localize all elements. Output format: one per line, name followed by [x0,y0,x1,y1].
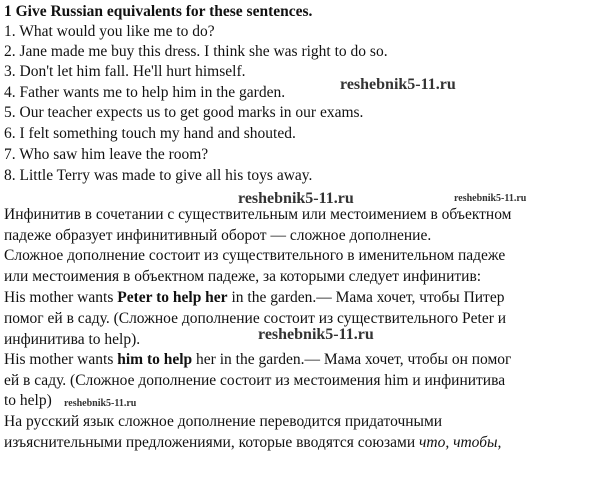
example-1-complex-object: Peter to help her [117,289,228,306]
final-line-2-text: изъяснительными предложениями, которые вводятся союзами [4,434,419,451]
watermark-small: reshebnik5-11.ru [64,398,137,409]
sentence-8: 8. Little Terry was made to give all his toys away. [4,167,313,184]
sentence-4: 4. Father wants me to help him in the garden. [4,84,286,101]
example-1-pre: His mother wants [4,289,118,306]
sentence-1: 1. What would you like me to do? [4,23,215,40]
example-2-line-1 [4,350,511,370]
watermark: reshebnik5-11.ru [258,326,374,343]
example-2-complex-object: him to help [117,351,193,368]
final-line-1: На русский язык сложное дополнение переводится придаточными [4,413,443,430]
watermark-small: reshebnik5-11.ru [454,193,527,204]
explanation-line-3: Сложное дополнение состоит из существительного в именительном падеже [4,247,506,264]
final-line-2-conjunctions: что, чтобы, [419,434,502,451]
explanation-line-1: Инфинитив в сочетании с существительным или местоимением в объектном [4,206,512,223]
example-2-pre: His mother wants [4,351,118,368]
sentence-5: 5. Our teacher expects us to get good marks in our exams. [4,104,364,121]
explanation-line-4: или местоимения в объектном падеже, за которыми следует инфинитив: [4,268,482,285]
example-2-line-2: ей в саду. (Сложное дополнение состоит из местоимения him и инфинитива [4,372,506,389]
example-1-post: in the garden.— Мама хочет, чтобы Питер [227,289,505,306]
sentence-7: 7. Who saw him leave the room? [4,146,209,163]
final-line-2 [4,433,501,453]
exercise-title: 1 Give Russian equivalents for these sentences. [4,3,313,20]
watermark: reshebnik5-11.ru [238,190,354,207]
sentence-3: 3. Don't let him fall. He'll hurt himself. [4,63,246,80]
example-1-line-2: помог ей в саду. (Сложное дополнение состоит из существительного Peter и [4,310,507,327]
example-2-line-3: to help) [4,392,52,409]
example-1-line-1 [4,288,504,308]
sentence-2: 2. Jane made me buy this dress. I think she was right to do so. [4,43,388,60]
sentence-6: 6. I felt something touch my hand and shouted. [4,125,296,142]
explanation-line-2: падеже образует инфинитивный оборот — сложное дополнение. [4,227,432,244]
watermark: reshebnik5-11.ru [340,76,456,93]
example-2-post: her in the garden.— Мама хочет, чтобы он помог [192,351,512,368]
example-1-line-3: инфинитива to help). [4,331,141,348]
